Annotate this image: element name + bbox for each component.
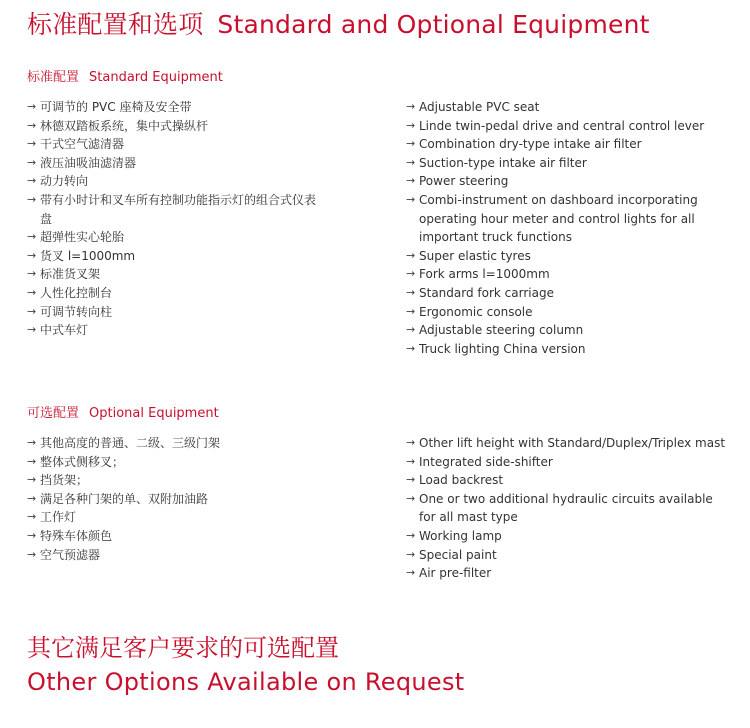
arrow-icon: → [27, 100, 37, 113]
list-item [27, 434, 317, 453]
standard-heading-zh: 标准配置 [27, 70, 80, 85]
list-item [27, 508, 317, 527]
standard-list-en [406, 98, 726, 358]
list-item [27, 265, 317, 284]
list-item [406, 321, 726, 340]
list-item-text: Ergonomic console [419, 304, 533, 319]
list-item-text: 货叉 l=1000mm [40, 248, 136, 263]
list-item [27, 471, 317, 490]
list-item-text: Adjustable steering column [419, 323, 584, 338]
arrow-icon: → [27, 155, 37, 169]
arrow-icon: → [27, 491, 37, 505]
list-item-text: Working lamp [419, 528, 502, 543]
list-item-text: 标准货叉架 [40, 267, 101, 282]
list-item-text: 液压油吸油滤清器 [40, 155, 137, 170]
arrow-icon: → [27, 473, 37, 487]
page-title [27, 5, 650, 45]
list-item [27, 247, 317, 266]
arrow-icon: → [27, 528, 37, 542]
standard-list-zh [27, 98, 317, 340]
list-item [27, 490, 317, 509]
list-item [406, 154, 726, 173]
list-item [27, 453, 317, 472]
arrow-icon: → [27, 248, 37, 262]
list-item [27, 98, 317, 117]
list-item-text: 满足各种门架的单、双附加油路 [40, 491, 209, 506]
arrow-icon: → [406, 547, 416, 561]
list-item-text: 工作灯 [40, 510, 77, 525]
list-item [406, 284, 726, 303]
list-item-text: 挡货架； [40, 473, 89, 488]
list-item-text: Linde twin-pedal drive and central control lever [419, 118, 705, 133]
list-item [27, 228, 317, 247]
optional-heading-en: Optional Equipment [89, 406, 219, 421]
list-item [406, 98, 726, 117]
list-item [406, 453, 726, 472]
list-item [27, 321, 317, 340]
arrow-icon: → [406, 491, 416, 505]
arrow-icon: → [27, 547, 37, 561]
list-item-text: 林德双踏板系统，集中式操纵杆 [40, 118, 209, 133]
arrow-icon: → [406, 566, 416, 580]
list-item-text: Standard fork carriage [419, 285, 554, 300]
list-item [406, 564, 726, 583]
footer-title-zh: 其它满足客户要求的可选配置 [27, 634, 339, 662]
optional-list-zh [27, 434, 317, 564]
arrow-icon: → [406, 155, 416, 169]
list-item-text: Air pre-filter [419, 566, 492, 581]
list-item-text: 动力转向 [40, 174, 89, 189]
list-item [27, 135, 317, 154]
arrow-icon: → [406, 473, 416, 487]
list-item-text: 中式车灯 [40, 323, 89, 338]
list-item-text: 空气预滤器 [40, 547, 101, 562]
list-item [27, 527, 317, 546]
arrow-icon: → [27, 137, 37, 151]
arrow-icon: → [27, 510, 37, 524]
list-item-text: 其他高度的普通、二级、三级门架 [40, 436, 221, 450]
arrow-icon: → [406, 341, 416, 355]
list-item-text: Combi-instrument on dashboard incorporating operating hour meter and control lights for all important truck functions [419, 192, 698, 245]
list-item [27, 117, 317, 136]
list-item [406, 471, 726, 490]
list-item [406, 135, 726, 154]
list-item [27, 546, 317, 565]
arrow-icon: → [27, 230, 37, 244]
page-title-zh: 标准配置和选项 [27, 10, 204, 39]
list-item-text: Super elastic tyres [419, 248, 531, 263]
list-item [406, 265, 726, 284]
arrow-icon: → [406, 174, 416, 188]
arrow-icon: → [406, 137, 416, 151]
list-item-text: 可调节的 PVC 座椅及安全带 [40, 100, 192, 114]
list-item-text: 带有小时计和叉车所有控制功能指示灯的组合式仪表盘 [40, 192, 317, 226]
list-item [27, 172, 317, 191]
list-item-text: Combination dry-type intake air filter [419, 137, 642, 152]
list-item [27, 191, 317, 228]
list-item-text: One or two additional hydraulic circuits available for all mast type [419, 491, 713, 525]
list-item-text: 人性化控制台 [40, 285, 113, 300]
arrow-icon: → [27, 118, 37, 132]
arrow-icon: → [27, 323, 37, 337]
list-item [406, 340, 726, 359]
standard-equipment-heading [27, 69, 223, 87]
arrow-icon: → [406, 323, 416, 337]
list-item [406, 247, 726, 266]
arrow-icon: → [406, 267, 416, 281]
list-item-text: Power steering [419, 174, 509, 189]
list-item [406, 546, 726, 565]
list-item [406, 490, 726, 527]
list-item-text: Adjustable PVC seat [419, 100, 540, 114]
page-title-en: Standard and Optional Equipment [217, 10, 650, 39]
arrow-icon: → [27, 454, 37, 468]
arrow-icon: → [406, 454, 416, 468]
list-item [27, 303, 317, 322]
list-item [27, 284, 317, 303]
footer-title-en: Other Options Available on Request [27, 668, 465, 696]
optional-list-en [406, 434, 726, 583]
arrow-icon: → [27, 436, 37, 449]
list-item-text: Suction-type intake air filter [419, 155, 587, 170]
arrow-icon: → [27, 192, 37, 206]
list-item [406, 191, 726, 247]
list-item-text: Fork arms l=1000mm [419, 267, 550, 282]
optional-heading-zh: 可选配置 [27, 406, 80, 421]
list-item [406, 303, 726, 322]
arrow-icon: → [406, 248, 416, 262]
list-item-text: Other lift height with Standard/Duplex/Triplex mast [419, 436, 726, 450]
list-item-text: 超弹性实心轮胎 [40, 230, 125, 245]
arrow-icon: → [27, 174, 37, 188]
list-item-text: Integrated side-shifter [419, 454, 553, 469]
list-item [27, 154, 317, 173]
arrow-icon: → [406, 436, 416, 449]
list-item-text: Truck lighting China version [419, 341, 586, 356]
arrow-icon: → [406, 528, 416, 542]
list-item [406, 172, 726, 191]
list-item [406, 434, 726, 453]
list-item-text: Load backrest [419, 473, 504, 488]
list-item [406, 117, 726, 136]
arrow-icon: → [406, 304, 416, 318]
arrow-icon: → [406, 285, 416, 299]
list-item-text: 可调节转向柱 [40, 304, 113, 319]
list-item-text: Special paint [419, 547, 497, 562]
arrow-icon: → [406, 192, 416, 206]
standard-heading-en: Standard Equipment [89, 70, 223, 85]
arrow-icon: → [406, 118, 416, 132]
list-item [406, 527, 726, 546]
optional-equipment-heading [27, 405, 219, 423]
list-item-text: 干式空气滤清器 [40, 137, 125, 152]
list-item-text: 特殊车体颜色 [40, 528, 113, 543]
arrow-icon: → [406, 100, 416, 113]
arrow-icon: → [27, 285, 37, 299]
arrow-icon: → [27, 304, 37, 318]
list-item-text: 整体式侧移叉； [40, 454, 125, 469]
arrow-icon: → [27, 267, 37, 281]
